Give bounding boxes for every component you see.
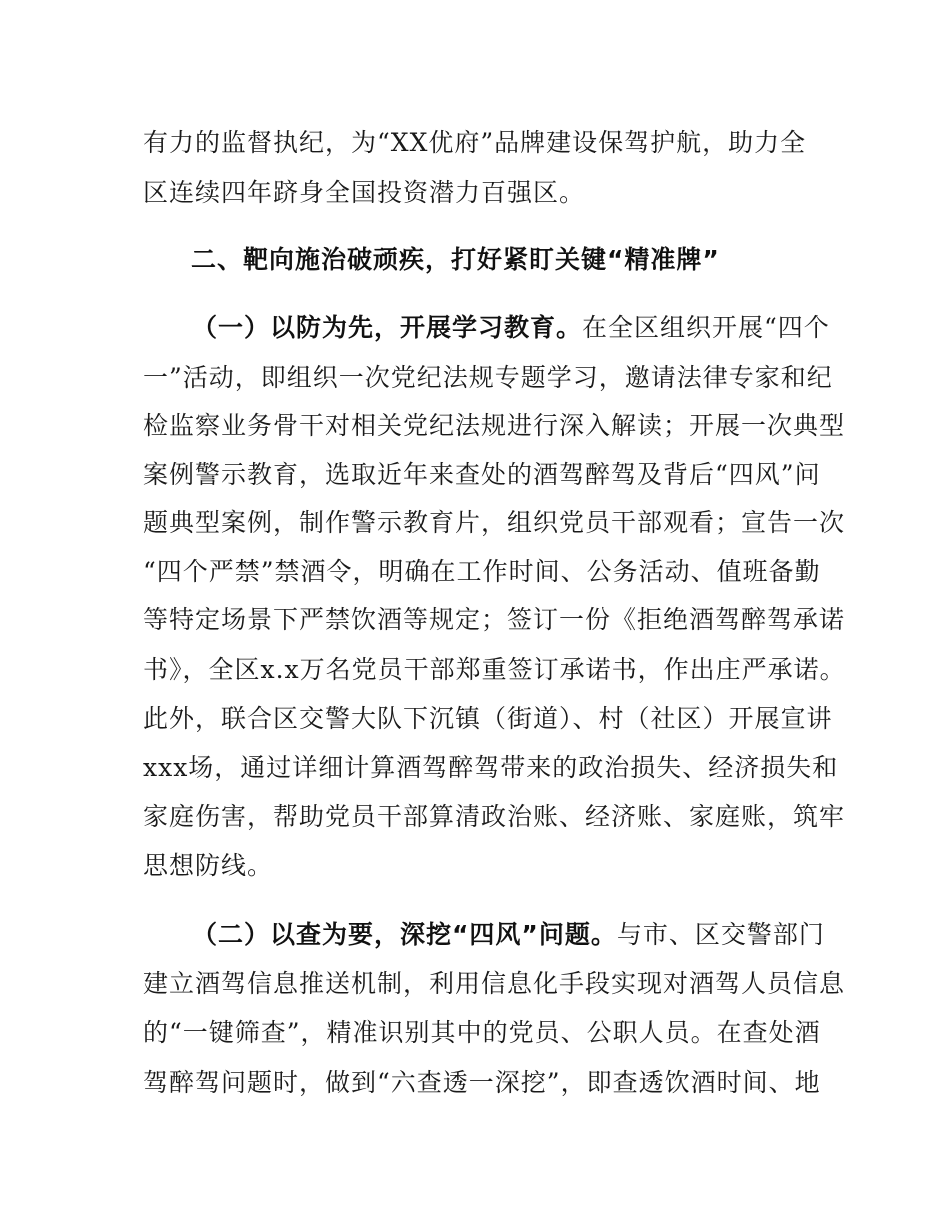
sub1-line: 思想防线。 [143, 851, 274, 880]
sub2-first-line [192, 920, 825, 950]
sub2-line: 建立酒驾信息推送机制，利用信息化手段实现对酒驾人员信息 [143, 969, 846, 998]
intro-line-2: 区连续四年跻身全国投资潜力百强区。 [143, 178, 586, 207]
sub1-line: 等特定场景下严禁饮酒等规定；签订一份《拒绝酒驾醉驾承诺 [143, 605, 846, 634]
sub1-line: 家庭伤害，帮助党员干部算清政治账、经济账、家庭账，筑牢 [143, 802, 846, 831]
sub1-line: 书》，全区x.x万名党员干部郑重签订承诺书，作出庄严承诺。 [143, 655, 846, 684]
sub1-line: 案例警示教育，选取近年来查处的酒驾醉驾及背后“四风”问 [143, 460, 821, 489]
sub1-line: 此外，联合区交警大队下沉镇（街道）、村（社区）开展宣讲 [143, 704, 833, 733]
sub1-line: 一”活动，即组织一次党纪法规专题学习，邀请法律专家和纪 [143, 363, 833, 392]
sub1-line: “四个严禁”禁酒令，明确在工作时间、公务活动、值班备勤 [143, 557, 821, 586]
sub2-line: 驾醉驾问题时，做到“六查透一深挖”，即查透饮酒时间、地 [143, 1068, 821, 1097]
sub1-lead: （一）以防为先，开展学习教育。 [192, 313, 583, 342]
sub1-first-rest: 在全区组织开展“四个 [582, 313, 830, 342]
sub1-line: 题典型案例，制作警示教育片，组织党员干部观看；宣告一次 [143, 508, 846, 537]
sub1-line: xxx场，通过详细计算酒驾醉驾带来的政治损失、经济损失和 [143, 753, 839, 782]
section-heading: 二、靶向施治破顽疾，打好紧盯关键“精准牌” [191, 245, 720, 274]
sub2-first-rest: 与市、区交警部门 [616, 920, 825, 949]
sub2-line: 的“一键筛查”，精准识别其中的党员、公职人员。在查处酒 [143, 1018, 821, 1047]
sub2-lead: （二）以查为要，深挖“四风”问题。 [192, 920, 617, 949]
intro-line-1: 有力的监督执纪，为“XX优府”品牌建设保驾护航，助力全 [143, 128, 807, 157]
sub1-first-line [192, 313, 830, 343]
sub1-line: 检监察业务骨干对相关党纪法规进行深入解读；开展一次典型 [143, 411, 846, 440]
